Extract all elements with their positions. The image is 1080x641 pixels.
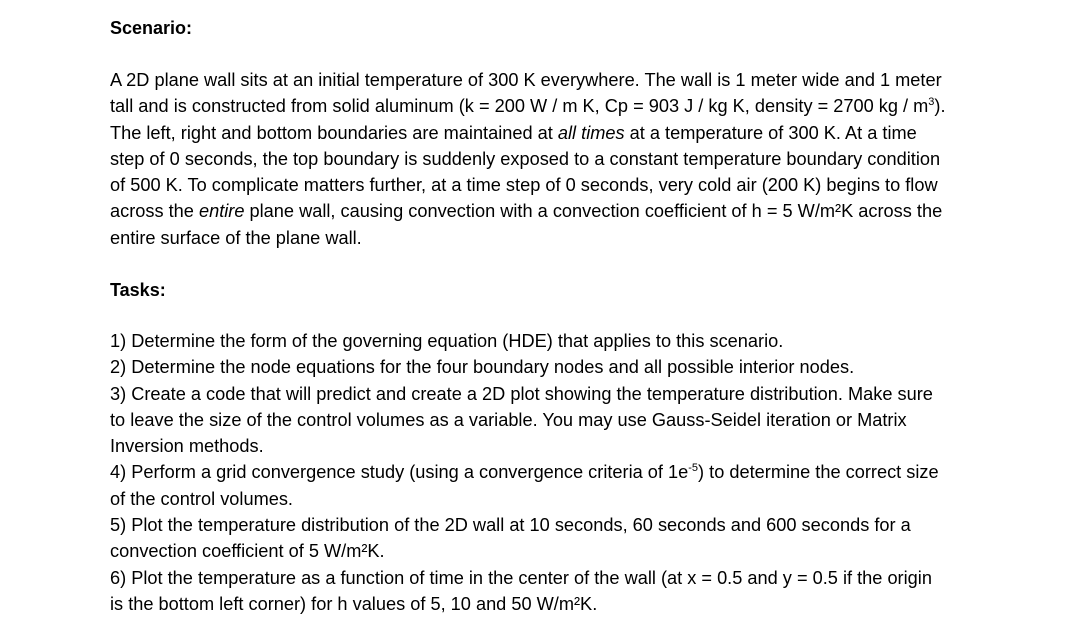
line-text: A 2D plane wall sits at an initial temperature of 300 K everywhere. The wall is 1 meter wide and 1 meter	[110, 70, 942, 90]
text-line	[110, 565, 1030, 591]
text-line	[110, 381, 1030, 407]
scenario-paragraph	[110, 67, 1030, 251]
superscript-text: 3	[928, 96, 935, 109]
text-line	[110, 433, 1030, 459]
text-line	[110, 486, 1030, 512]
text-line	[110, 146, 1030, 172]
text-line	[110, 512, 1030, 538]
scenario-heading: Scenario:	[110, 18, 193, 38]
line-text: 5) Plot the temperature distribution of the 2D wall at 10 seconds, 60 seconds and 600 seconds for a	[110, 515, 911, 536]
line-text: convection coefficient of 5 W/m²K.	[110, 541, 385, 562]
text-line	[110, 172, 1030, 198]
line-text: of 500 K. To complicate matters further, at a time step of 0 seconds, very cold air (200 K) begins to flow	[110, 175, 938, 196]
line-text: 3) Create a code that will predict and create a 2D plot showing the temperature distribution. Make sure	[110, 383, 933, 404]
line-text-tail: at a temperature of 300 K. At a time	[624, 122, 917, 143]
line-text: 6) Plot the temperature as a function of time in the center of the wall (at x = 0.5 and y = 0.5 if the origin	[110, 567, 932, 588]
text-line	[110, 538, 1030, 564]
tasks-heading: Tasks:	[110, 280, 166, 300]
line-text: across the	[110, 201, 199, 222]
line-text: Inversion methods.	[110, 436, 264, 457]
line-text: 1) Determine the form of the governing equation (HDE) that applies to this scenario.	[110, 331, 784, 351]
line-text-tail: plane wall, causing convection with a convection coefficient of h = 5 W/m²K across the	[244, 201, 943, 222]
tasks-list	[110, 328, 1030, 617]
text-line	[110, 591, 1030, 617]
text-line	[110, 198, 1030, 224]
line-text-tail: ) to determine the correct size	[698, 462, 939, 483]
line-text: entire surface of the plane wall.	[110, 227, 362, 248]
line-text: 2) Determine the node equations for the four boundary nodes and all possible interior nodes.	[110, 357, 855, 378]
text-line	[110, 354, 1030, 380]
line-text: to leave the size of the control volumes as a variable. You may use Gauss-Seidel iteration or Matrix	[110, 409, 907, 430]
line-text: 4) Perform a grid convergence study (using a convergence criteria of 1e	[110, 462, 689, 483]
superscript-text: -5	[688, 462, 699, 475]
text-line	[110, 67, 1030, 93]
emphasis-text: entire	[198, 201, 245, 222]
text-line	[110, 225, 1030, 251]
text-line	[110, 93, 1030, 119]
emphasis-text: all times	[557, 122, 625, 143]
line-text-tail: ).	[934, 96, 946, 117]
line-text: step of 0 seconds, the top boundary is suddenly exposed to a constant temperature boundary condition	[110, 148, 941, 169]
text-line	[110, 328, 1030, 354]
line-text: of the control volumes.	[110, 488, 293, 509]
text-line	[110, 459, 1030, 485]
line-text: The left, right and bottom boundaries are maintained at	[110, 122, 558, 143]
text-line	[110, 407, 1030, 433]
line-text: is the bottom left corner) for h values of 5, 10 and 50 W/m²K.	[110, 593, 598, 614]
line-text: tall and is constructed from solid aluminum (k = 200 W / m K, Cp = 903 J / kg K, density = 2700 kg / m	[110, 96, 929, 117]
text-line	[110, 120, 1030, 146]
